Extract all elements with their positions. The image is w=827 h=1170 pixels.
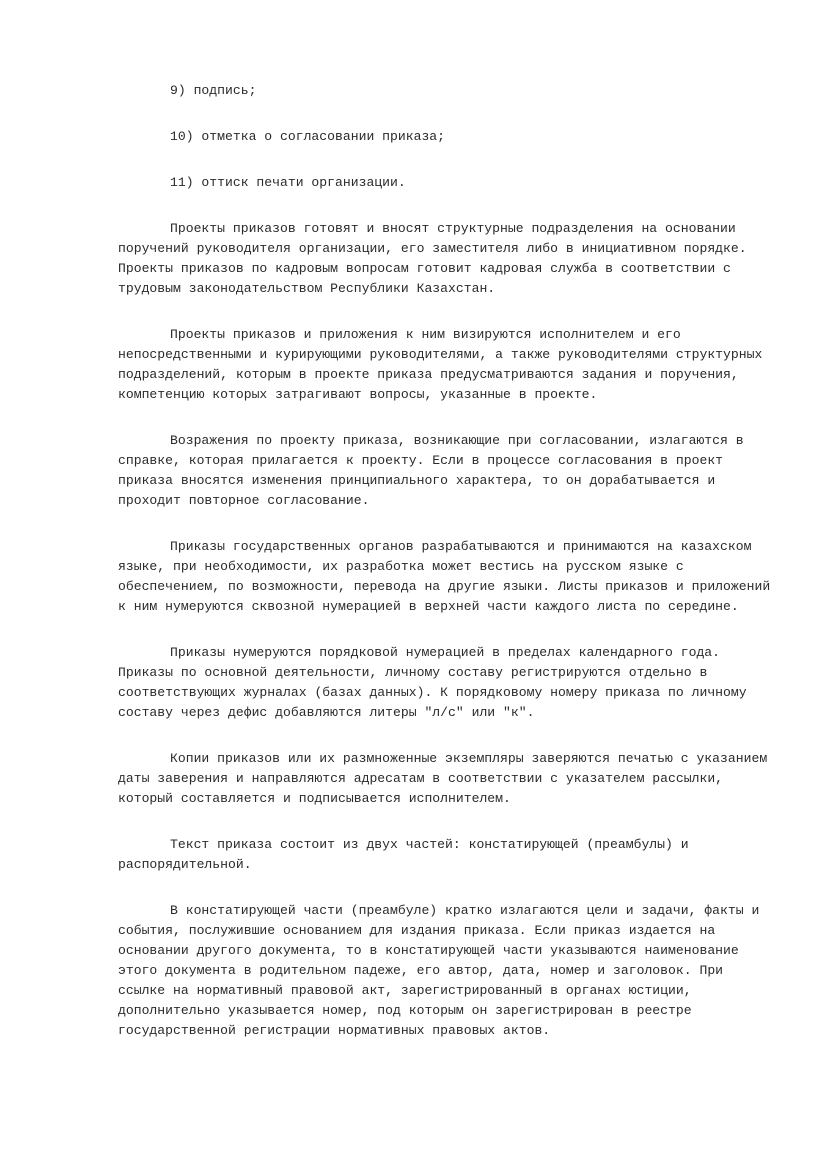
paragraph-order-approval: Проекты приказов и приложения к ним визируются исполнителем и его непосредственными и курирующими руководителями, а также руководителями структурных подразделений, которым в проекте приказа предусматриваются задания и поручения, компетенцию которых затрагивают вопросы, указанные в проекте. [118, 327, 763, 402]
list-item: 11) оттиск печати организации. [170, 175, 406, 190]
paragraph-numbering: Приказы нумеруются порядковой нумерацией в пределах календарного года. Приказы по основной деятельности, личному составу регистрируются отдельно в соответствующих журналах (базах данных). К порядковому номеру приказа по личному составу через дефис добавляются литеры "л/с" или "к". [118, 645, 747, 720]
paragraph-order-drafting: Проекты приказов готовят и вносят структурные подразделения на основании поручений руководителя организации, его заместителя либо в инициативном порядке. Проекты приказов по кадровым вопросам готовит кадровая служба в соответствии с трудовым законодательством Республики Казахстан. [118, 221, 747, 296]
list-item: 9) подпись; [170, 83, 257, 98]
paragraph-objections: Возражения по проекту приказа, возникающие при согласовании, излагаются в справке, которая прилагается к проекту. Если в процессе согласования в проект приказа вносятся изменения принципиального характера, то он дорабатывается и проходит повторное согласование. [118, 433, 744, 508]
paragraph-text-parts: Текст приказа состоит из двух частей: констатирующей (преамбулы) и распорядительной. [118, 837, 689, 872]
document-body [118, 81, 778, 1067]
paragraph-languages: Приказы государственных органов разрабатываются и принимаются на казахском языке, при необходимости, их разработка может вестись на русском языке с обеспечением, по возможности, перевода на другие языки. Листы приказов и приложений к ним нумеруются сквозной нумерацией в верхней части каждого листа по середине. [118, 539, 771, 614]
list-item: 10) отметка о согласовании приказа; [170, 129, 446, 144]
paragraph-copies: Копии приказов или их размноженные экземпляры заверяются печатью с указанием даты заверения и направляются адресатам в соответствии с указателем рассылки, который составляется и подписывается исполнителем. [118, 751, 768, 806]
paragraph-preamble: В констатирующей части (преамбуле) кратко излагаются цели и задачи, факты и события, послужившие основанием для издания приказа. Если приказ издается на основании другого документа, то в констатирующей части указываются наименование этого документа в родительном падеже, его автор, дата, номер и заголовок. При ссылке на нормативный правовой акт, зарегистрированный в органах юстиции, дополнительно указывается номер, под которым он зарегистрирован в реестре государственной регистрации нормативных правовых актов. [118, 903, 760, 1038]
